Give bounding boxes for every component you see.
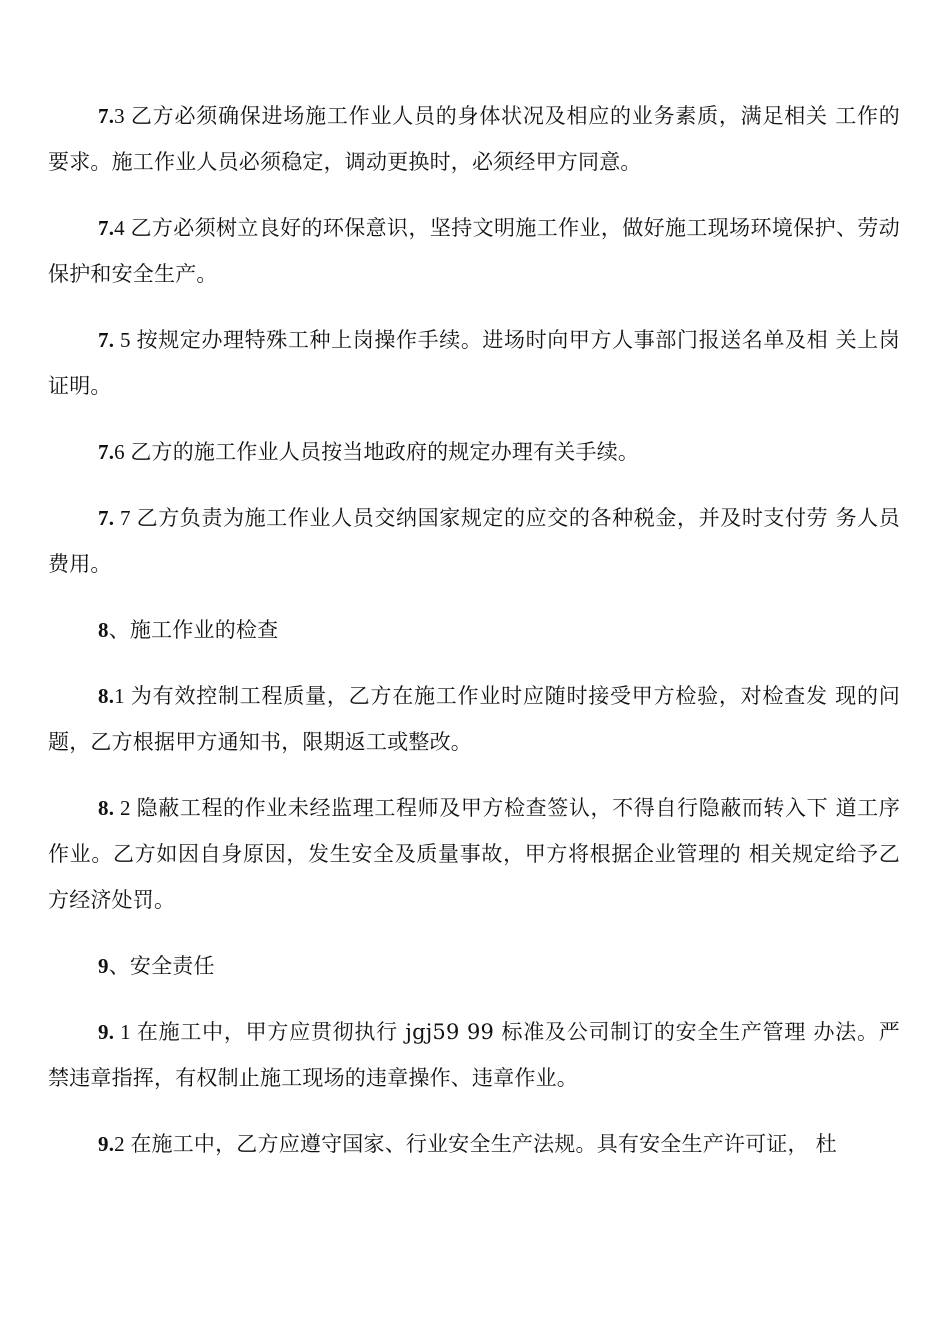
clause-7-3 [48, 93, 900, 185]
section-number-suffix: 、 [108, 954, 130, 978]
clause-9-2 [48, 1121, 900, 1167]
clause-9-1 [48, 1009, 900, 1101]
clause-number: 7. [98, 506, 115, 530]
clause-text: 乙方必须树立良好的环保意识，坚持文明施工作业，做好施工现场环境保护、劳动保护和安全生产。 [48, 216, 901, 286]
section-number: 9 [98, 954, 109, 978]
clause-number: 7. [98, 216, 115, 240]
clause-text: 在施工中，乙方应遵守国家、行业安全生产法规。具有安全生产许可证， 杜 [130, 1132, 837, 1156]
clause-number-suffix: 2 [114, 1132, 131, 1156]
clause-number-suffix: 3 [114, 104, 131, 128]
clause-7-7 [48, 495, 900, 587]
section-8-heading [48, 607, 900, 653]
section-number: 8 [98, 618, 109, 642]
clause-number: 9. [98, 1132, 115, 1156]
clause-text: 在施工中，甲方应贯彻执行 jgj59 99 标准及公司制订的安全生产管理 办法。严禁违章指挥，有权制止施工现场的违章操作、违章作业。 [48, 1020, 900, 1090]
clause-number-suffix: 1 [114, 684, 131, 708]
section-number-suffix: 、 [108, 618, 130, 642]
clause-text: 乙方的施工作业人员按当地政府的规定办理有关手续。 [130, 440, 640, 464]
clause-number: 9. [98, 1020, 115, 1044]
section-9-heading [48, 943, 900, 989]
clause-text: 按规定办理特殊工种上岗操作手续。进场时向甲方人事部门报送名单及相 关上岗证明。 [48, 328, 900, 398]
clause-number: 8. [98, 796, 115, 820]
clause-text: 为有效控制工程质量，乙方在施工作业时应随时接受甲方检验，对检查发 现的问题，乙方根据甲方通知书，限期返工或整改。 [48, 684, 900, 754]
document-page [48, 93, 900, 1187]
clause-7-6 [48, 429, 900, 475]
clause-number: 7. [98, 104, 115, 128]
clause-text: 乙方必须确保进场施工作业人员的身体状况及相应的业务素质，满足相关 工作的要求。施工作业人员必须稳定，调动更换时，必须经甲方同意。 [48, 104, 900, 174]
clause-number-suffix: 7 [114, 506, 137, 530]
clause-number: 8. [98, 684, 115, 708]
clause-number-suffix: 4 [114, 216, 131, 240]
clause-7-4 [48, 205, 900, 297]
clause-8-1 [48, 673, 900, 765]
clause-number: 7. [98, 328, 115, 352]
clause-number-suffix: 6 [114, 440, 131, 464]
clause-number-suffix: 1 [114, 1020, 137, 1044]
clause-text: 乙方负责为施工作业人员交纳国家规定的应交的各种税金，并及时支付劳 务人员费用。 [48, 506, 900, 576]
clause-number: 7. [98, 440, 115, 464]
clause-text: 隐蔽工程的作业未经监理工程师及甲方检查签认，不得自行隐蔽而转入下 道工序作业。乙方如因自身原因，发生安全及质量事故，甲方将根据企业管理的 相关规定给予乙方经济处罚。 [48, 796, 900, 912]
clause-7-5 [48, 317, 900, 409]
clause-number-suffix: 2 [114, 796, 137, 820]
clause-number-suffix: 5 [114, 328, 137, 352]
section-title: 安全责任 [129, 954, 215, 978]
section-title: 施工作业的检查 [129, 618, 279, 642]
clause-8-2 [48, 785, 900, 923]
